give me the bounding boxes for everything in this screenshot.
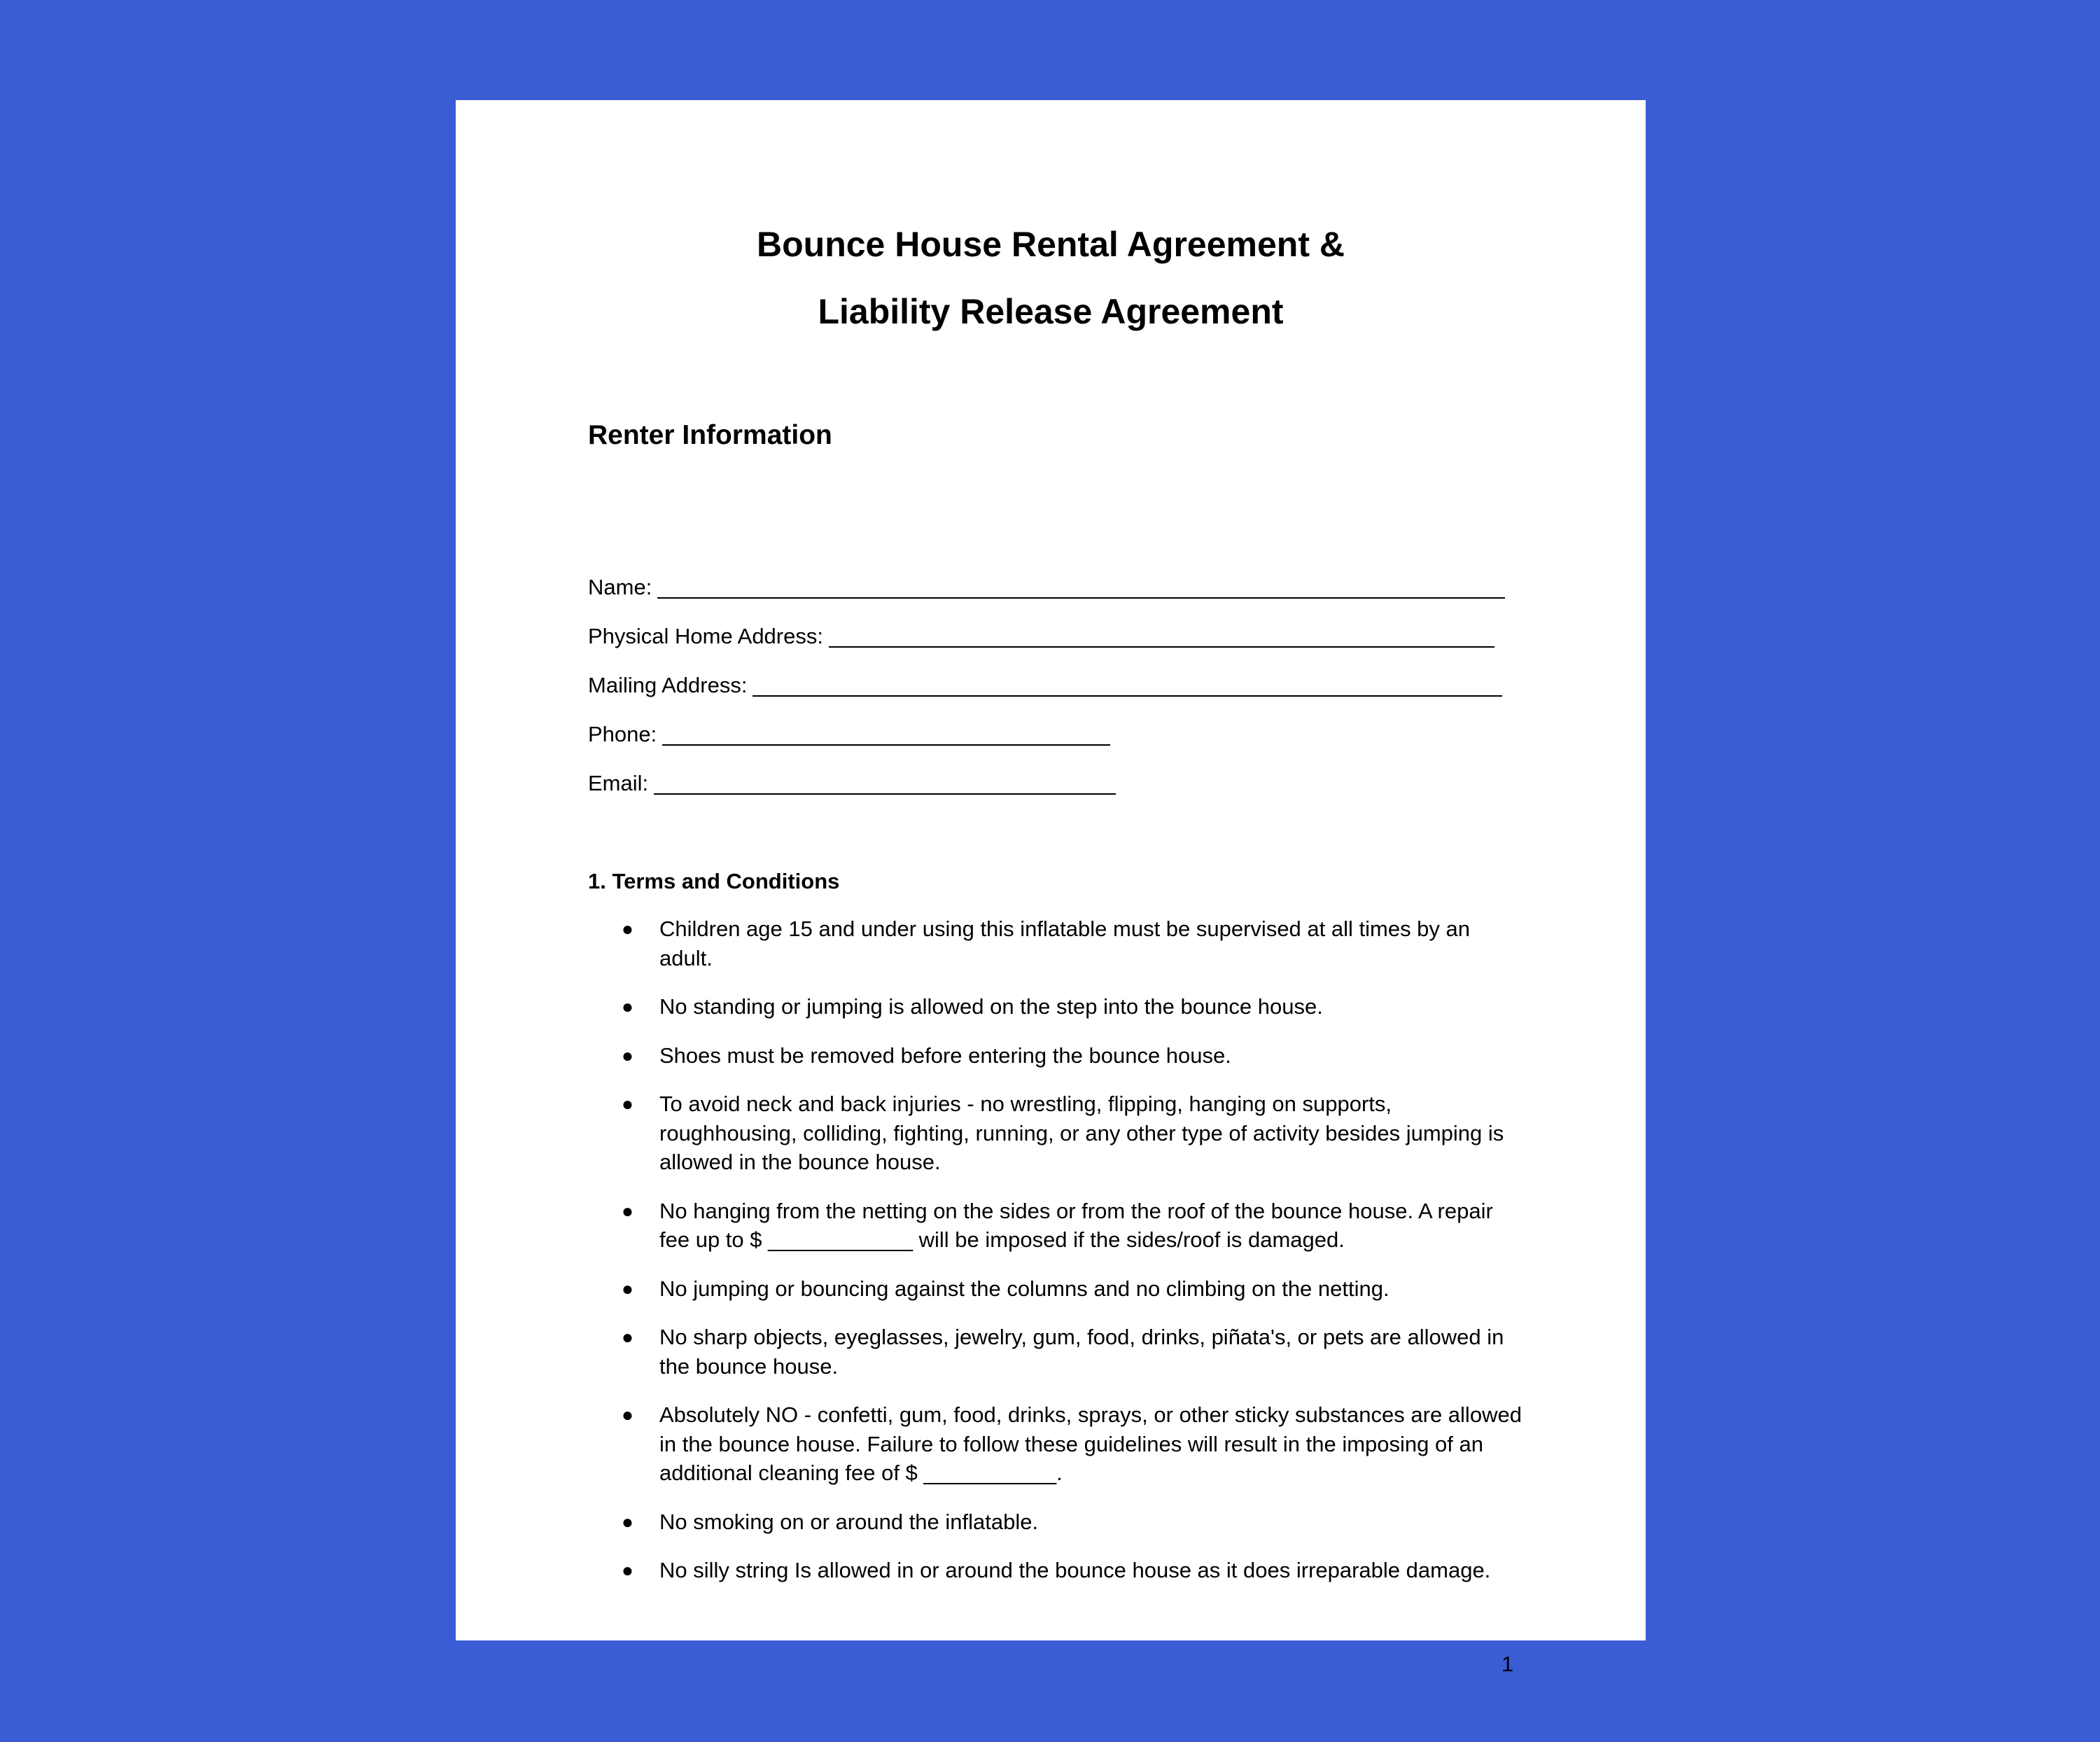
mailing-address-label: Mailing Address:	[588, 673, 748, 697]
terms-item-text: To avoid neck and back injuries - no wrestling, flipping, hanging on supports, roughhousing, colliding, fighting, running, or any other type of activity besides jumping is allowed in the bounce house.	[659, 1092, 1504, 1174]
phone-blank-line[interactable]	[662, 723, 1110, 746]
terms-list-item	[588, 1197, 1526, 1255]
email-field	[588, 769, 1116, 797]
physical-home-address-blank-line[interactable]	[829, 625, 1494, 648]
terms-list-item	[588, 1089, 1526, 1177]
terms-item-text: No jumping or bouncing against the columns and no climbing on the netting.	[659, 1276, 1390, 1301]
terms-list-item	[588, 1274, 1526, 1304]
terms-item-text: No standing or jumping is allowed on the step into the bounce house.	[659, 994, 1323, 1019]
physical-home-address-label: Physical Home Address:	[588, 624, 823, 648]
terms-and-conditions-heading: 1. Terms and Conditions	[588, 869, 840, 893]
terms-list-item	[588, 914, 1526, 973]
terms-list-item	[588, 1041, 1526, 1071]
phone-field	[588, 720, 1110, 748]
mailing-address-field	[588, 671, 1502, 699]
terms-item-text: No smoking on or around the inflatable.	[659, 1509, 1039, 1534]
terms-item-text: Children age 15 and under using this inflatable must be supervised at all times by an adult.	[659, 917, 1471, 970]
bullet-icon: ●	[622, 918, 634, 940]
terms-item-text: No hanging from the netting on the sides or from the roof of the bounce house. A repair fee up to $ ____________ will be imposed if the sides/roof is damaged.	[659, 1198, 1493, 1252]
name-label: Name:	[588, 575, 652, 599]
bullet-icon: ●	[622, 1510, 634, 1533]
terms-list-item	[588, 1323, 1526, 1381]
terms-list-item	[588, 1556, 1526, 1585]
terms-list-item	[588, 1400, 1526, 1488]
bullet-icon: ●	[622, 1326, 634, 1348]
terms-list-item	[588, 992, 1526, 1022]
bullet-icon: ●	[622, 1044, 634, 1066]
terms-item-text: No silly string Is allowed in or around the bounce house as it does irreparable damage.	[659, 1558, 1491, 1582]
physical-home-address-field	[588, 622, 1494, 650]
document-title-line-2: Liability Release Agreement	[818, 292, 1284, 331]
terms-item-text: Shoes must be removed before entering the bounce house.	[659, 1043, 1231, 1068]
page-number: 1	[1502, 1652, 1514, 1676]
terms-item-text: No sharp objects, eyeglasses, jewelry, gum, food, drinks, piñata's, or pets are allowed in the bounce house.	[659, 1325, 1504, 1379]
bullet-icon: ●	[622, 996, 634, 1017]
terms-item-text: Absolutely NO - confetti, gum, food, drinks, sprays, or other sticky substances are allowed in the bounce house. Failure to follow these guidelines will result in the imposing of an additional cleaning fee of $ ___________.	[659, 1402, 1522, 1485]
bullet-icon: ●	[622, 1093, 634, 1115]
document-title-line-1: Bounce House Rental Agreement &	[757, 225, 1345, 264]
renter-information-heading: Renter Information	[588, 420, 832, 450]
bullet-icon: ●	[622, 1559, 634, 1581]
terms-list-item	[588, 1507, 1526, 1537]
document-page	[456, 100, 1646, 1676]
phone-label: Phone:	[588, 722, 657, 746]
email-label: Email:	[588, 771, 649, 795]
terms-list	[588, 914, 1526, 1605]
name-field	[588, 573, 1505, 601]
email-blank-line[interactable]	[654, 772, 1116, 795]
bullet-icon: ●	[622, 1404, 634, 1426]
bullet-icon: ●	[622, 1199, 634, 1222]
bullet-icon: ●	[622, 1277, 634, 1299]
mailing-address-blank-line[interactable]	[752, 674, 1502, 697]
name-blank-line[interactable]	[657, 576, 1505, 599]
